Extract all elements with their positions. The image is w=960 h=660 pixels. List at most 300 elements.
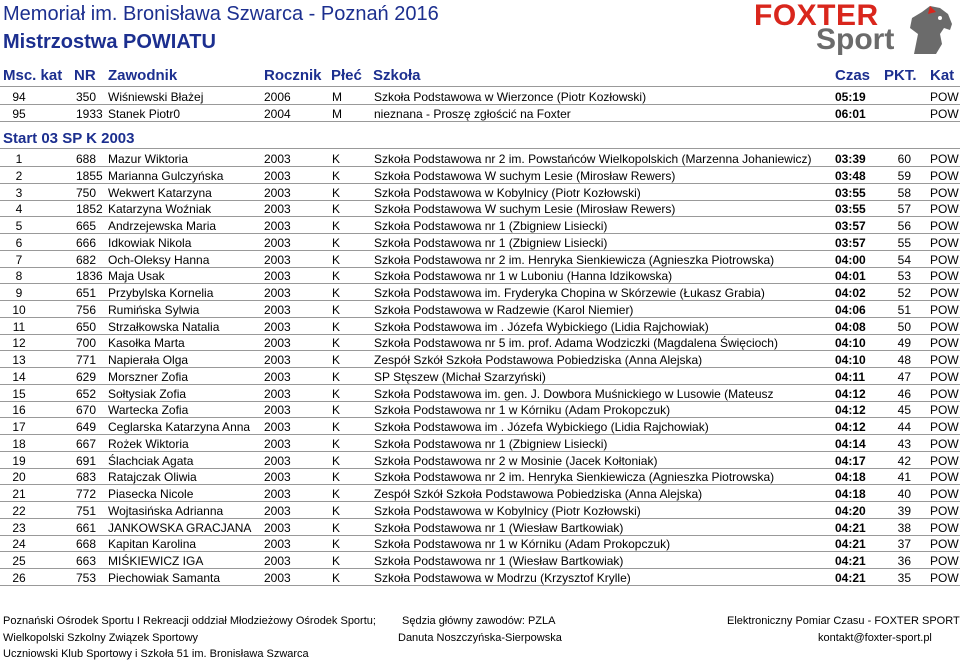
cell-name: Kapitan Karolina: [108, 537, 197, 552]
cell-name: Och-Oleksy Hanna: [108, 252, 210, 267]
cell-nr: 772: [76, 487, 97, 501]
cell-pkt: 57: [897, 202, 911, 217]
cell-name: Piasecka Nicole: [108, 487, 194, 501]
cell-school: nieznana - Proszę zgłościć na Foxter: [374, 106, 571, 121]
cell-czas: 04:14: [835, 436, 866, 451]
cell-czas: 03:57: [835, 235, 866, 250]
cell-year: 2003: [264, 302, 291, 317]
cell-pkt: 58: [897, 185, 911, 200]
cell-msc: 10: [12, 302, 26, 317]
cell-msc: 7: [15, 252, 23, 267]
cell-sex: K: [332, 369, 341, 384]
table-row: [0, 401, 960, 418]
cell-pkt: 48: [897, 353, 911, 367]
cell-msc: 5: [15, 219, 23, 233]
cell-name: Morszner Zofia: [108, 369, 189, 384]
header-divider: [0, 86, 960, 87]
cell-kat: POW: [930, 436, 959, 451]
cell-kat: POW: [930, 369, 959, 384]
cell-sex: K: [332, 185, 341, 200]
cell-msc: 26: [12, 570, 26, 585]
cell-nr: 683: [76, 470, 97, 485]
cell-nr: 666: [76, 235, 97, 250]
cell-pkt: 51: [897, 302, 911, 317]
cell-pkt: 49: [897, 336, 911, 351]
table-row: [0, 105, 960, 122]
cell-czas: 04:08: [835, 319, 866, 334]
table-row: [0, 368, 960, 385]
cell-kat: POW: [930, 235, 959, 250]
column-header-name: Zawodnik: [108, 67, 178, 84]
cell-msc: 25: [12, 554, 26, 568]
table-row: [0, 234, 960, 251]
footer-judge-name: Danuta Noszczyńska-Sierpowska: [398, 632, 562, 644]
footer-organizer-2: Wielkopolski Szkolny Związek Sportowy: [3, 632, 199, 644]
cell-sex: K: [332, 152, 341, 166]
cell-year: 2003: [264, 252, 291, 267]
cell-nr: 1855: [76, 168, 103, 183]
cell-school: Szkoła Podstawowa nr 5 im. prof. Adama Wodziczki (Magdalena Święcioch): [374, 336, 778, 351]
cell-czas: 04:06: [835, 302, 866, 317]
cell-year: 2004: [264, 106, 291, 121]
table-row: [0, 452, 960, 469]
table-row: [0, 167, 960, 184]
cell-pkt: 47: [897, 369, 911, 384]
cell-czas: 04:18: [835, 470, 866, 485]
cell-kat: POW: [930, 403, 959, 418]
cell-kat: POW: [930, 353, 959, 367]
cell-kat: POW: [930, 90, 959, 104]
cell-year: 2003: [264, 235, 291, 250]
cell-name: Przybylska Kornelia: [108, 286, 214, 300]
cell-msc: 12: [12, 336, 26, 351]
cell-school: Szkoła Podstawowa w Kobylnicy (Piotr Kozłowski): [374, 185, 641, 200]
cell-sex: K: [332, 470, 341, 485]
cell-sex: K: [332, 520, 341, 535]
cell-school: Szkoła Podstawowa im. Fryderyka Chopina w Skórzewie (Łukasz Grabia): [374, 286, 765, 300]
column-header-pkt: PKT.: [884, 67, 917, 84]
cell-kat: POW: [930, 487, 959, 501]
cell-year: 2003: [264, 487, 291, 501]
cell-school: Szkoła Podstawowa im . Józefa Wybickiego (Lidia Rajchowiak): [374, 319, 709, 334]
cell-czas: 03:55: [835, 202, 866, 217]
cell-msc: 19: [12, 453, 26, 468]
cell-msc: 8: [15, 269, 23, 284]
cell-name: Wiśniewski Błażej: [108, 90, 204, 104]
column-header-year: Rocznik: [264, 67, 322, 84]
cell-nr: 688: [76, 152, 97, 166]
column-header-kat: Kat: [930, 67, 955, 84]
cell-msc: 2: [15, 168, 23, 183]
cell-czas: 05:19: [835, 90, 866, 104]
column-header-sex: Płeć: [331, 67, 362, 84]
cell-pkt: 50: [897, 319, 911, 334]
cell-name: Idkowiak Nikola: [108, 235, 192, 250]
cell-nr: 652: [76, 386, 97, 401]
cell-nr: 665: [76, 219, 97, 233]
cell-year: 2003: [264, 453, 291, 468]
cell-kat: POW: [930, 106, 959, 121]
cell-nr: 667: [76, 436, 97, 451]
footer-judge-title: Sędzia główny zawodów: PZLA: [402, 615, 556, 627]
cell-year: 2003: [264, 537, 291, 552]
cell-year: 2003: [264, 503, 291, 518]
table-row: [0, 351, 960, 368]
cell-czas: 06:01: [835, 106, 866, 121]
cell-name: JANKOWSKA GRACJANA: [108, 520, 252, 535]
cell-msc: 22: [12, 503, 26, 518]
cell-czas: 03:57: [835, 219, 866, 233]
cell-year: 2003: [264, 219, 291, 233]
cell-year: 2003: [264, 319, 291, 334]
cell-year: 2003: [264, 436, 291, 451]
cell-year: 2003: [264, 269, 291, 284]
table-row: [0, 88, 960, 105]
cell-name: Andrzejewska Maria: [108, 219, 217, 233]
cell-school: Zespół Szkół Szkoła Podstawowa Pobiedziska (Anna Alejska): [374, 353, 703, 367]
cell-czas: 04:10: [835, 353, 866, 367]
cell-sex: K: [332, 202, 341, 217]
cell-msc: 11: [12, 319, 26, 334]
table-row: [0, 150, 960, 167]
cell-kat: POW: [930, 152, 959, 166]
cell-school: Szkoła Podstawowa nr 1 (Zbigniew Lisiecki): [374, 219, 608, 233]
cell-msc: 6: [15, 235, 23, 250]
cell-school: Szkoła Podstawowa W suchym Lesie (Mirosław Rewers): [374, 202, 676, 217]
cell-sex: K: [332, 353, 341, 367]
cell-year: 2003: [264, 403, 291, 418]
column-header-czas: Czas: [835, 67, 871, 84]
cell-kat: POW: [930, 336, 959, 351]
cell-school: Szkoła Podstawowa w Modrzu (Krzysztof Krylle): [374, 570, 631, 585]
cell-year: 2003: [264, 202, 291, 217]
cell-sex: K: [332, 319, 341, 334]
cell-sex: K: [332, 302, 341, 317]
cell-sex: K: [332, 403, 341, 418]
cell-msc: 13: [12, 353, 26, 367]
cell-pkt: 44: [897, 420, 911, 434]
cell-name: Mazur Wiktoria: [108, 152, 189, 166]
cell-pkt: 46: [897, 386, 911, 401]
logo-text-sport: Sport: [816, 23, 895, 56]
table-row: [0, 217, 960, 234]
cell-msc: 23: [12, 520, 26, 535]
cell-year: 2003: [264, 168, 291, 183]
cell-czas: 04:17: [835, 453, 866, 468]
footer-contact-link[interactable]: kontakt@foxter-sport.pl: [818, 632, 932, 644]
cell-name: Ślachciak Agata: [108, 453, 194, 468]
cell-name: Wartecka Zofia: [108, 403, 189, 418]
cell-pkt: 38: [897, 520, 911, 535]
cell-msc: 94: [12, 90, 26, 104]
cell-pkt: 37: [897, 537, 911, 552]
cell-kat: POW: [930, 302, 959, 317]
cell-year: 2003: [264, 369, 291, 384]
cell-school: Szkoła Podstawowa nr 1 (Zbigniew Lisiecki): [374, 436, 608, 451]
cell-msc: 16: [12, 403, 26, 418]
cell-school: Szkoła Podstawowa nr 1 (Zbigniew Lisiecki): [374, 235, 608, 250]
cell-nr: 661: [76, 520, 97, 535]
table-row: [0, 468, 960, 485]
cell-sex: K: [332, 436, 341, 451]
cell-msc: 1: [15, 152, 23, 166]
cell-school: Szkoła Podstawowa nr 1 w Kórniku (Adam Prokopczuk): [374, 537, 671, 552]
column-header-school: Szkoła: [373, 67, 421, 84]
table-row: [0, 435, 960, 452]
cell-school: Szkoła Podstawowa nr 1 w Kórniku (Adam Prokopczuk): [374, 403, 671, 418]
cell-pkt: 36: [897, 554, 911, 568]
cell-msc: 21: [12, 487, 26, 501]
cell-kat: POW: [930, 570, 959, 585]
cell-school: Szkoła Podstawowa nr 2 im. Henryka Sienkiewicza (Agnieszka Piotrowska): [374, 252, 775, 267]
table-row: [0, 318, 960, 335]
cell-czas: 04:18: [835, 487, 866, 501]
section-title: Start 03 SP K 2003: [3, 130, 135, 147]
cell-name: Katarzyna Woźniak: [108, 202, 212, 217]
cell-year: 2003: [264, 152, 291, 166]
cell-school: Szkoła Podstawowa w Radzewie (Karol Niemier): [374, 302, 634, 317]
cell-year: 2003: [264, 185, 291, 200]
table-row: [0, 200, 960, 217]
cell-pkt: 59: [897, 168, 911, 183]
cell-kat: POW: [930, 520, 959, 535]
cell-czas: 04:01: [835, 269, 866, 284]
cell-nr: 651: [76, 286, 97, 300]
cell-czas: 04:12: [835, 420, 866, 434]
cell-kat: POW: [930, 202, 959, 217]
cell-nr: 700: [76, 336, 97, 351]
footer-timing: Elektroniczny Pomiar Czasu - FOXTER SPORT: [727, 615, 960, 627]
cell-kat: POW: [930, 386, 959, 401]
cell-pkt: 35: [897, 570, 911, 585]
table-row: [0, 418, 960, 435]
row-divider: [0, 585, 960, 586]
cell-school: Szkoła Podstawowa nr 1 w Luboniu (Hanna Idzikowska): [374, 269, 673, 284]
cell-sex: M: [332, 106, 342, 121]
cell-czas: 04:00: [835, 252, 866, 267]
cell-kat: POW: [930, 453, 959, 468]
cell-year: 2003: [264, 353, 291, 367]
cell-czas: 04:21: [835, 520, 866, 535]
cell-kat: POW: [930, 219, 959, 233]
logo-text-foxter: FOXTER: [754, 0, 879, 32]
table-row: [0, 385, 960, 402]
cell-msc: 4: [15, 202, 23, 217]
cell-sex: K: [332, 168, 341, 183]
table-row: [0, 284, 960, 301]
cell-nr: 691: [76, 453, 97, 468]
cell-sex: K: [332, 503, 341, 518]
table-row: [0, 301, 960, 318]
cell-msc: 20: [12, 470, 26, 485]
cell-msc: 3: [15, 185, 23, 200]
cell-school: SP Stęszew (Michał Szarzyński): [374, 369, 546, 384]
column-header-nr: NR: [74, 67, 96, 84]
cell-name: Ceglarska Katarzyna Anna: [108, 420, 251, 434]
section-divider: [0, 148, 960, 149]
cell-name: Wojtasińska Adrianna: [108, 503, 224, 518]
cell-msc: 15: [12, 386, 26, 401]
cell-school: Szkoła Podstawowa nr 2 im. Henryka Sienkiewicza (Agnieszka Piotrowska): [374, 470, 775, 485]
cell-nr: 650: [76, 319, 97, 334]
cell-pkt: 53: [897, 269, 911, 284]
cell-sex: K: [332, 537, 341, 552]
cell-school: Szkoła Podstawowa nr 2 im. Powstańców Wielkopolskich (Marzenna Johaniewicz): [374, 152, 812, 166]
cell-pkt: 40: [897, 487, 911, 501]
cell-nr: 682: [76, 252, 97, 267]
cell-school: Szkoła Podstawowa im. gen. J. Dowbora Muśnickiego w Lusowie (Mateusz: [374, 386, 774, 401]
cell-msc: 24: [12, 537, 26, 552]
cell-msc: 9: [15, 286, 23, 300]
cell-pkt: 43: [897, 436, 911, 451]
cell-czas: 04:02: [835, 286, 866, 300]
cell-kat: POW: [930, 252, 959, 267]
cell-name: Rożek Wiktoria: [108, 436, 189, 451]
cell-school: Szkoła Podstawowa w Kobylnicy (Piotr Kozłowski): [374, 503, 641, 518]
cell-kat: POW: [930, 269, 959, 284]
cell-nr: 1852: [76, 202, 103, 217]
table-row: [0, 535, 960, 552]
cell-year: 2003: [264, 570, 291, 585]
table-row: [0, 184, 960, 201]
cell-name: Stanek Piotr0: [108, 106, 181, 121]
cell-year: 2003: [264, 386, 291, 401]
cell-pkt: 55: [897, 235, 911, 250]
cell-name: Piechowiak Samanta: [108, 570, 221, 585]
cell-year: 2003: [264, 286, 291, 300]
cell-school: Szkoła Podstawowa im . Józefa Wybickiego (Lidia Rajchowiak): [374, 420, 709, 434]
cell-czas: 03:39: [835, 152, 866, 166]
page-title: Memoriał im. Bronisława Szwarca - Poznań 2016: [3, 3, 439, 25]
cell-name: MIŚKIEWICZ IGA: [108, 554, 204, 568]
cell-msc: 14: [12, 369, 26, 384]
cell-year: 2003: [264, 420, 291, 434]
cell-kat: POW: [930, 319, 959, 334]
row-divider: [0, 121, 960, 122]
cell-school: Szkoła Podstawowa nr 2 w Mosinie (Jacek Kołtoniak): [374, 453, 658, 468]
horse-head-icon: [900, 4, 954, 56]
cell-name: Rumińska Sylwia: [108, 302, 200, 317]
cell-kat: POW: [930, 554, 959, 568]
cell-sex: K: [332, 453, 341, 468]
cell-czas: 04:12: [835, 386, 866, 401]
cell-pkt: 54: [897, 252, 911, 267]
cell-name: Maja Usak: [108, 269, 165, 284]
cell-school: Szkoła Podstawowa nr 1 (Wiesław Bartkowiak): [374, 520, 624, 535]
cell-sex: M: [332, 90, 342, 104]
cell-kat: POW: [930, 503, 959, 518]
cell-czas: 04:11: [835, 369, 866, 384]
table-row: [0, 334, 960, 351]
cell-pkt: 52: [897, 286, 911, 300]
table-row: [0, 251, 960, 268]
cell-czas: 04:21: [835, 537, 866, 552]
cell-msc: 95: [12, 106, 26, 121]
table-row: [0, 267, 960, 284]
cell-sex: K: [332, 487, 341, 501]
cell-nr: 663: [76, 554, 97, 568]
cell-pkt: 56: [897, 219, 911, 233]
cell-school: Zespół Szkół Szkoła Podstawowa Pobiedziska (Anna Alejska): [374, 487, 703, 501]
cell-year: 2003: [264, 520, 291, 535]
cell-kat: POW: [930, 537, 959, 552]
cell-msc: 17: [12, 420, 26, 434]
cell-nr: 1836: [76, 269, 103, 284]
table-row: [0, 519, 960, 536]
page-subtitle: Mistrzostwa POWIATU: [3, 31, 216, 53]
cell-pkt: 39: [897, 503, 911, 518]
cell-sex: K: [332, 554, 341, 568]
table-row: [0, 552, 960, 569]
cell-sex: K: [332, 269, 341, 284]
cell-kat: POW: [930, 168, 959, 183]
table-row: [0, 502, 960, 519]
cell-name: Strzałkowska Natalia: [108, 319, 220, 334]
foxter-sport-logo: [754, 2, 960, 58]
cell-nr: 753: [76, 570, 97, 585]
cell-kat: POW: [930, 420, 959, 434]
cell-sex: K: [332, 420, 341, 434]
cell-year: 2003: [264, 554, 291, 568]
cell-nr: 350: [76, 90, 97, 104]
cell-kat: POW: [930, 185, 959, 200]
cell-name: Napierała Olga: [108, 353, 189, 367]
cell-sex: K: [332, 235, 341, 250]
cell-kat: POW: [930, 286, 959, 300]
cell-czas: 04:12: [835, 403, 866, 418]
cell-sex: K: [332, 252, 341, 267]
cell-name: Ratajczak Oliwia: [108, 470, 197, 485]
cell-year: 2003: [264, 470, 291, 485]
cell-pkt: 42: [897, 453, 911, 468]
cell-kat: POW: [930, 470, 959, 485]
cell-nr: 668: [76, 537, 97, 552]
cell-nr: 771: [76, 353, 97, 367]
cell-nr: 750: [76, 185, 97, 200]
cell-year: 2003: [264, 336, 291, 351]
cell-nr: 1933: [76, 106, 103, 121]
cell-sex: K: [332, 386, 341, 401]
cell-nr: 629: [76, 369, 97, 384]
cell-czas: 03:48: [835, 168, 866, 183]
cell-czas: 04:21: [835, 570, 866, 585]
cell-czas: 04:10: [835, 336, 866, 351]
cell-school: Szkoła Podstawowa w Wierzonce (Piotr Kozłowski): [374, 90, 647, 104]
cell-msc: 18: [12, 436, 26, 451]
cell-pkt: 41: [897, 470, 911, 485]
cell-name: Wekwert Katarzyna: [108, 185, 212, 200]
cell-name: Kasołka Marta: [108, 336, 185, 351]
cell-nr: 756: [76, 302, 97, 317]
cell-nr: 649: [76, 420, 97, 434]
table-row: [0, 569, 960, 586]
cell-czas: 04:20: [835, 503, 866, 518]
cell-school: Szkoła Podstawowa nr 1 (Wiesław Bartkowiak): [374, 554, 624, 568]
cell-name: Sołtysiak Zofia: [108, 386, 187, 401]
cell-pkt: 45: [897, 403, 911, 418]
cell-sex: K: [332, 286, 341, 300]
footer-organizer-3: Uczniowski Klub Sportowy i Szkoła 51 im. Bronisława Szwarca: [3, 648, 309, 660]
cell-nr: 670: [76, 403, 97, 418]
cell-school: Szkoła Podstawowa W suchym Lesie (Mirosław Rewers): [374, 168, 676, 183]
cell-sex: K: [332, 570, 341, 585]
cell-name: Marianna Gulczyńska: [108, 168, 224, 183]
cell-sex: K: [332, 219, 341, 233]
cell-nr: 751: [76, 503, 97, 518]
cell-pkt: 60: [897, 152, 911, 166]
cell-year: 2006: [264, 90, 291, 104]
cell-czas: 03:55: [835, 185, 866, 200]
